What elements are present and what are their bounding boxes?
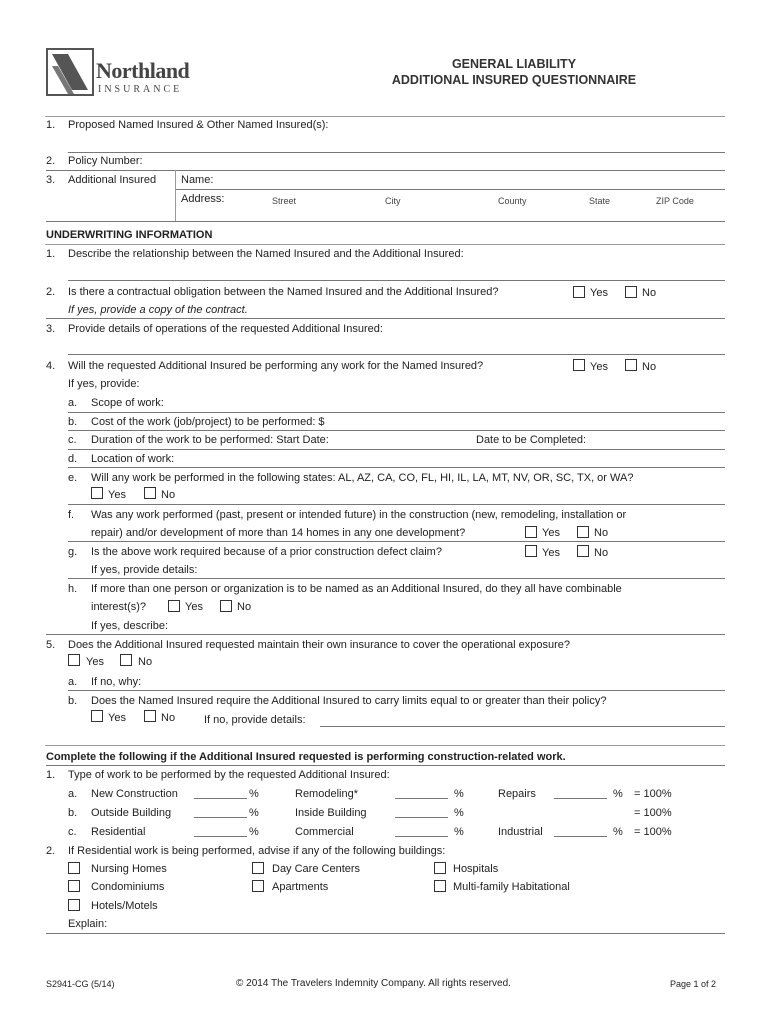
divider — [68, 541, 725, 542]
uw-q4-number: 4. — [46, 360, 56, 372]
pct-sign: % — [454, 826, 464, 838]
apartments-label: Apartments — [272, 881, 329, 893]
residential-label: Residential — [91, 826, 146, 838]
q5a-field[interactable] — [68, 690, 725, 691]
q4h-ifyes-label: If yes, describe: — [91, 620, 169, 632]
q4f-no-label: No — [594, 527, 609, 539]
q5b-letter: b. — [68, 695, 78, 707]
duration-field[interactable] — [68, 449, 725, 450]
q5a-label: If no, why: — [91, 676, 142, 688]
street-label: Street — [272, 196, 297, 206]
commercial-field[interactable] — [395, 836, 448, 837]
new-construction-field[interactable] — [194, 798, 247, 799]
q4f-no-checkbox[interactable] — [577, 526, 589, 538]
zip-label: ZIP Code — [656, 196, 694, 206]
condominiums-checkbox[interactable] — [68, 880, 80, 892]
q1-label: Proposed Named Insured & Other Named Insured(s): — [68, 119, 329, 131]
industrial-label: Industrial — [498, 826, 543, 838]
repairs-label: Repairs — [498, 788, 536, 800]
ca-letter: a. — [68, 788, 78, 800]
q4f-text-line2: repair) and/or development of more than 14 homes in any one development? — [91, 527, 466, 539]
logo-mark-icon — [46, 48, 94, 96]
outside-building-field[interactable] — [194, 817, 247, 818]
q5b-ifno-label: If no, provide details: — [204, 714, 306, 726]
scope-label: Scope of work: — [91, 397, 164, 409]
q3-number: 3. — [46, 174, 56, 186]
hotels-motels-label: Hotels/Motels — [91, 900, 158, 912]
uw-q3-label: Provide details of operations of the requested Additional Insured: — [68, 323, 383, 335]
cb-letter: b. — [68, 807, 78, 819]
q4f-yes-checkbox[interactable] — [525, 526, 537, 538]
form-title-line2: ADDITIONAL INSURED QUESTIONNAIRE — [391, 73, 637, 87]
q4h-no-label: No — [237, 601, 252, 613]
c-q2-label: If Residential work is being performed, advise if any of the following buildings: — [68, 845, 446, 857]
q4g-yes-checkbox[interactable] — [525, 545, 537, 557]
divider — [46, 318, 725, 319]
q4h-text-line1: If more than one person or organization is to be named as an Additional Insured, do they all have combinable — [91, 583, 622, 595]
cost-label: Cost of the work (job/project) to be performed: $ — [91, 416, 325, 428]
q4d-letter: d. — [68, 453, 78, 465]
divider — [45, 116, 725, 117]
divider — [45, 244, 725, 245]
c-q2-number: 2. — [46, 845, 56, 857]
q2-yes-checkbox[interactable] — [573, 286, 585, 298]
scope-field[interactable] — [68, 412, 725, 413]
q1-field[interactable] — [68, 152, 725, 153]
inside-building-field[interactable] — [395, 817, 448, 818]
claim-details-field[interactable] — [68, 578, 725, 579]
q4g-no-label: No — [594, 547, 609, 559]
q5b-no-checkbox[interactable] — [144, 710, 156, 722]
nursing-homes-label: Nursing Homes — [91, 863, 167, 875]
q2-label: Policy Number: — [68, 155, 143, 167]
explain-label: Explain: — [68, 918, 108, 930]
name-label: Name: — [181, 174, 214, 186]
uw-q4-label: Will the requested Additional Insured be performing any work for the Named Insured? — [68, 360, 484, 372]
residential-field[interactable] — [194, 836, 247, 837]
copyright: © 2014 The Travelers Indemnity Company. All rights reserved. — [236, 978, 511, 989]
pct-sign: % — [454, 807, 464, 819]
construction-heading: Complete the following if the Additional Insured requested is performing construction-related work. — [46, 751, 566, 763]
pct-sign: % — [613, 788, 623, 800]
uw-q3-number: 3. — [46, 323, 56, 335]
pct-sign: % — [613, 826, 623, 838]
q5b-yes-checkbox[interactable] — [91, 710, 103, 722]
start-date-label: Duration of the work to be performed: Start Date: — [91, 434, 329, 446]
q1-number: 1. — [46, 119, 56, 131]
q5-yes-label: Yes — [86, 656, 104, 668]
logo-subtext: INSURANCE — [98, 84, 183, 95]
industrial-field[interactable] — [554, 836, 607, 837]
pct-sign: % — [249, 826, 259, 838]
q5b-yes-label: Yes — [108, 712, 126, 724]
q4e-letter: e. — [68, 472, 78, 484]
q4-yes-checkbox[interactable] — [573, 359, 585, 371]
remodeling-field[interactable] — [395, 798, 448, 799]
q4h-no-checkbox[interactable] — [220, 600, 232, 612]
name-field[interactable] — [176, 189, 725, 190]
q5b-label: Does the Named Insured require the Additional Insured to carry limits equal to or greater than their policy? — [91, 695, 607, 707]
city-label: City — [385, 196, 401, 206]
uw-q1-number: 1. — [46, 248, 56, 260]
logo-text: Northland — [96, 58, 190, 83]
states-label: Will any work be performed in the following states: AL, AZ, CA, CO, FL, HI, IL, LA, MT, NV, OR, SC, TX, or WA? — [91, 472, 634, 484]
q5a-letter: a. — [68, 676, 78, 688]
address-field[interactable] — [46, 221, 725, 222]
q2-number: 2. — [46, 155, 56, 167]
form-title-line1: GENERAL LIABILITY — [451, 57, 577, 71]
underwriting-heading: UNDERWRITING INFORMATION — [46, 229, 213, 241]
q5-no-label: No — [138, 656, 153, 668]
uw-q5-number: 5. — [46, 639, 56, 651]
q4h-yes-label: Yes — [185, 601, 203, 613]
operations-field[interactable] — [68, 354, 725, 355]
pct-sign: % — [454, 788, 464, 800]
q4g-yes-label: Yes — [542, 547, 560, 559]
cc-letter: c. — [68, 826, 77, 838]
multifamily-label: Multi-family Habitational — [453, 881, 570, 893]
divider — [45, 745, 725, 746]
pct-sign: % — [249, 788, 259, 800]
q4-ifyes-label: If yes, provide: — [68, 378, 140, 390]
c-q1-number: 1. — [46, 769, 56, 781]
hospitals-label: Hospitals — [453, 863, 499, 875]
outside-building-label: Outside Building — [91, 807, 172, 819]
q2-no-label: No — [642, 287, 657, 299]
total-label: = 100% — [634, 826, 672, 838]
remodeling-label: Remodeling* — [295, 788, 358, 800]
relationship-field[interactable] — [68, 280, 725, 281]
hotels-motels-checkbox[interactable] — [68, 899, 80, 911]
address-label: Address: — [181, 193, 225, 205]
apartments-checkbox[interactable] — [252, 880, 264, 892]
multifamily-checkbox[interactable] — [434, 880, 446, 892]
divider — [68, 504, 725, 505]
pct-sign: % — [249, 807, 259, 819]
completion-date-label: Date to be Completed: — [476, 434, 587, 446]
inside-building-label: Inside Building — [295, 807, 367, 819]
q4f-letter: f. — [68, 509, 75, 521]
q4e-yes-label: Yes — [108, 489, 126, 501]
location-label: Location of work: — [91, 453, 175, 465]
q4h-letter: h. — [68, 583, 78, 595]
q4g-no-checkbox[interactable] — [577, 545, 589, 557]
northland-logo — [46, 46, 196, 104]
q4h-yes-checkbox[interactable] — [168, 600, 180, 612]
total-label: = 100% — [634, 788, 672, 800]
q5b-details-field[interactable] — [320, 726, 725, 727]
q4f-yes-label: Yes — [542, 527, 560, 539]
cost-field[interactable] — [68, 430, 725, 431]
day-care-label: Day Care Centers — [272, 863, 361, 875]
uw-q2-note: If yes, provide a copy of the contract. — [68, 304, 248, 316]
q5b-no-label: No — [161, 712, 176, 724]
day-care-checkbox[interactable] — [252, 862, 264, 874]
q4g-text: Is the above work required because of a prior construction defect claim? — [91, 546, 442, 558]
uw-q1-label: Describe the relationship between the Named Insured and the Additional Insured: — [68, 248, 464, 260]
q4e-yes-checkbox[interactable] — [91, 487, 103, 499]
uw-q2-number: 2. — [46, 286, 56, 298]
explain-field[interactable] — [46, 933, 725, 934]
combinable-interest-field[interactable] — [46, 634, 725, 635]
q4-yes-label: Yes — [590, 361, 608, 373]
q2-yes-label: Yes — [590, 287, 608, 299]
hospitals-checkbox[interactable] — [434, 862, 446, 874]
q4-no-label: No — [642, 361, 657, 373]
q4g-ifyes-label: If yes, provide details: — [91, 564, 198, 576]
nursing-homes-checkbox[interactable] — [68, 862, 80, 874]
q4c-letter: c. — [68, 434, 77, 446]
q4b-letter: b. — [68, 416, 78, 428]
q5-no-checkbox[interactable] — [120, 654, 132, 666]
q4h-text-line2: interest(s)? — [91, 601, 147, 613]
total-label: = 100% — [634, 807, 672, 819]
policy-number-field[interactable] — [46, 170, 725, 171]
q4e-no-label: No — [161, 489, 176, 501]
q4e-no-checkbox[interactable] — [144, 487, 156, 499]
q5-yes-checkbox[interactable] — [68, 654, 80, 666]
q3-label: Additional Insured — [68, 174, 157, 186]
additional-insured-box — [175, 170, 176, 221]
form-number: S2941-CG (5/14) — [46, 979, 115, 989]
q4-no-checkbox[interactable] — [625, 359, 637, 371]
q2-no-checkbox[interactable] — [625, 286, 637, 298]
repairs-field[interactable] — [554, 798, 607, 799]
q4g-letter: g. — [68, 546, 78, 558]
c-q1-label: Type of work to be performed by the requested Additional Insured: — [68, 769, 390, 781]
new-construction-label: New Construction — [91, 788, 178, 800]
uw-q5-label: Does the Additional Insured requested maintain their own insurance to cover the operational exposure? — [68, 639, 571, 651]
q4f-text-line1: Was any work performed (past, present or intended future) in the construction (new, remodeling, installation or — [91, 509, 627, 521]
state-label: State — [589, 196, 611, 206]
q4a-letter: a. — [68, 397, 78, 409]
condominiums-label: Condominiums — [91, 881, 165, 893]
commercial-label: Commercial — [295, 826, 354, 838]
county-label: County — [498, 196, 527, 206]
location-field[interactable] — [68, 467, 725, 468]
divider — [46, 765, 725, 766]
uw-q2-label: Is there a contractual obligation between the Named Insured and the Additional Insured? — [68, 286, 499, 298]
page-number: Page 1 of 2 — [670, 979, 717, 989]
